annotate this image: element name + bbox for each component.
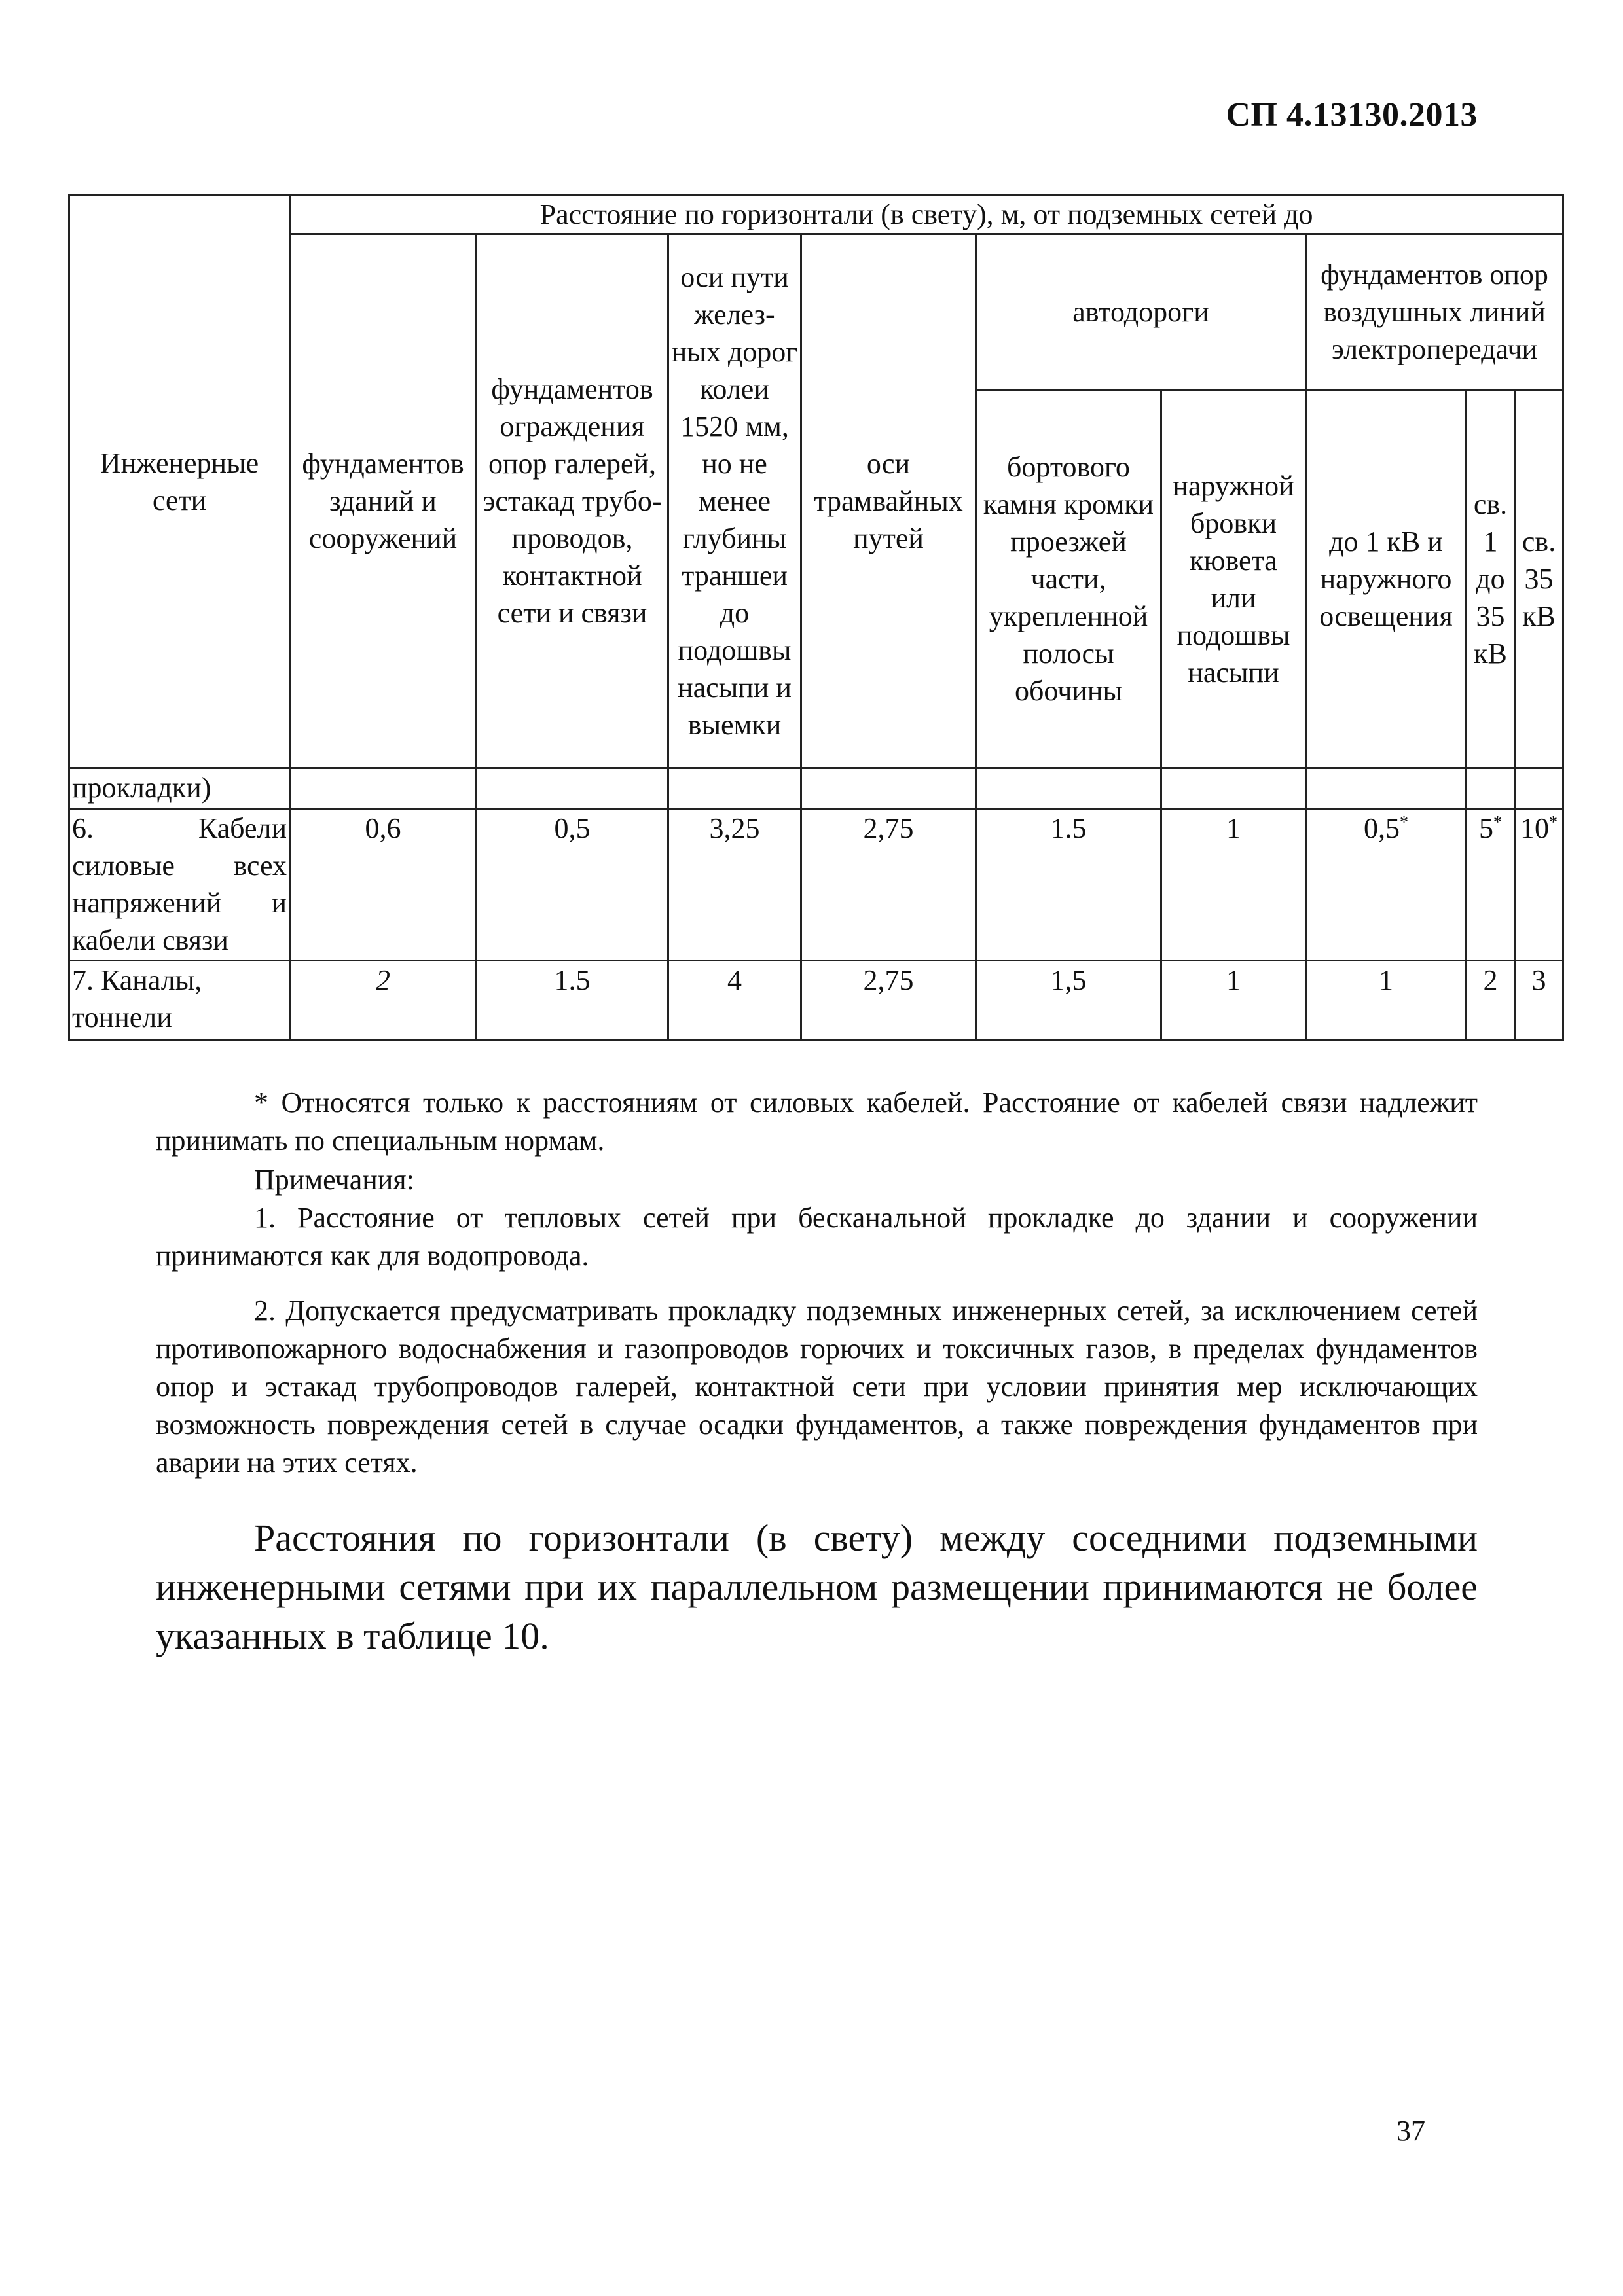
- footnote-mark: *: [1493, 812, 1502, 832]
- row-name: 7. Каналы, тоннели: [69, 961, 290, 1041]
- col-header-railway: оси пути желез-ных дорог колеи 1520 мм, но не менее глубины траншеи до подошвы насыпи и выемки: [668, 234, 801, 768]
- page-number: 37: [1396, 2115, 1425, 2147]
- col-header-over35: св. 35 кВ: [1515, 390, 1563, 768]
- col-header-group-title: Расстояние по горизонтали (в свету), м, от подземных сетей до: [290, 195, 1563, 234]
- footnote-text: * Относятся только к расстояниям от силовых кабелей. Расстояние от кабелей связи надлежит принимать по специальным нормам.: [156, 1086, 1478, 1157]
- distances-table: [68, 194, 1564, 1041]
- header-row-1: [69, 195, 1563, 234]
- cell-curb: 1,5: [976, 961, 1161, 1041]
- cell-buildings: 0,6: [290, 809, 477, 961]
- col-header-ditch: наружной бровки кювета или подошвы насыпи: [1161, 390, 1306, 768]
- col-header-group-power: фундаментов опор воздушных линий электропередачи: [1306, 234, 1563, 390]
- col-header-upto1: до 1 кВ и наружного освещения: [1306, 390, 1467, 768]
- cell-1to35: 5*: [1467, 809, 1515, 961]
- col-header-buildings: фундаментов зданий и сооружений: [290, 234, 477, 768]
- row-name: 6. Кабели силовые всех напряжений и кабели связи: [69, 809, 290, 961]
- footnote-mark: *: [1549, 812, 1558, 832]
- cell-upto1: 0,5*: [1306, 809, 1467, 961]
- cell-over35: 10*: [1515, 809, 1563, 961]
- note-2: 2. Допускается предусматривать прокладку подземных инженерных сетей, за исключением сетей противопожарного водоснабжения и газопроводов горючих и токсичных газов, в пределах фундаментов опор и эстакад трубопроводов галерей, контактной сети при условии принятия мер исключающих возможность повреждения сетей в случае осадки фундаментов, а также повреждения фундаментов при аварии на этих сетях.: [156, 1295, 1478, 1479]
- col-header-tram: оси трамвайных путей: [801, 234, 976, 768]
- footnote-mark: *: [1400, 812, 1408, 832]
- cell-fences: 0,5: [477, 809, 668, 961]
- cell-1to35: 2: [1467, 961, 1515, 1041]
- cell-fences: 1.5: [477, 961, 668, 1041]
- cell-curb: 1.5: [976, 809, 1161, 961]
- table-row: [69, 768, 1563, 809]
- cell-over35: 3: [1515, 961, 1563, 1041]
- header-row-2: [69, 234, 1563, 390]
- cell-buildings: 2: [290, 961, 477, 1041]
- document-code: СП 4.13130.2013: [1226, 96, 1478, 134]
- cell-tram: 2,75: [801, 809, 976, 961]
- row-continued-label: прокладки): [69, 768, 290, 809]
- table-row: [69, 809, 1563, 961]
- notes-title: Примечания:: [254, 1164, 414, 1196]
- col-header-fences: фундаментов ограждения опор галерей, эстакад трубо-проводов, контактной сети и связи: [477, 234, 668, 768]
- cell-upto1: 1: [1306, 961, 1467, 1041]
- cell-railway: 3,25: [668, 809, 801, 961]
- col-header-networks: Инженерные сети: [69, 195, 290, 768]
- body-paragraph: Расстояния по горизонтали (в свету) между соседними подземными инженерными сетями при их параллельном размещении принимаются не более указанных в таблице 10.: [156, 1516, 1478, 1657]
- note-1: 1. Расстояние от тепловых сетей при бесканальной прокладке до здании и сооружении принимаются как для водопровода.: [156, 1202, 1478, 1272]
- cell-tram: 2,75: [801, 961, 976, 1041]
- cell-ditch: 1: [1161, 809, 1306, 961]
- col-header-curb: бортового камня кромки проезжей части, укрепленной полосы обочины: [976, 390, 1161, 768]
- table-row: [69, 961, 1563, 1041]
- col-header-group-roads: автодороги: [976, 234, 1306, 390]
- cell-ditch: 1: [1161, 961, 1306, 1041]
- cell-railway: 4: [668, 961, 801, 1041]
- col-header-1to35: св. 1 до 35 кВ: [1467, 390, 1515, 768]
